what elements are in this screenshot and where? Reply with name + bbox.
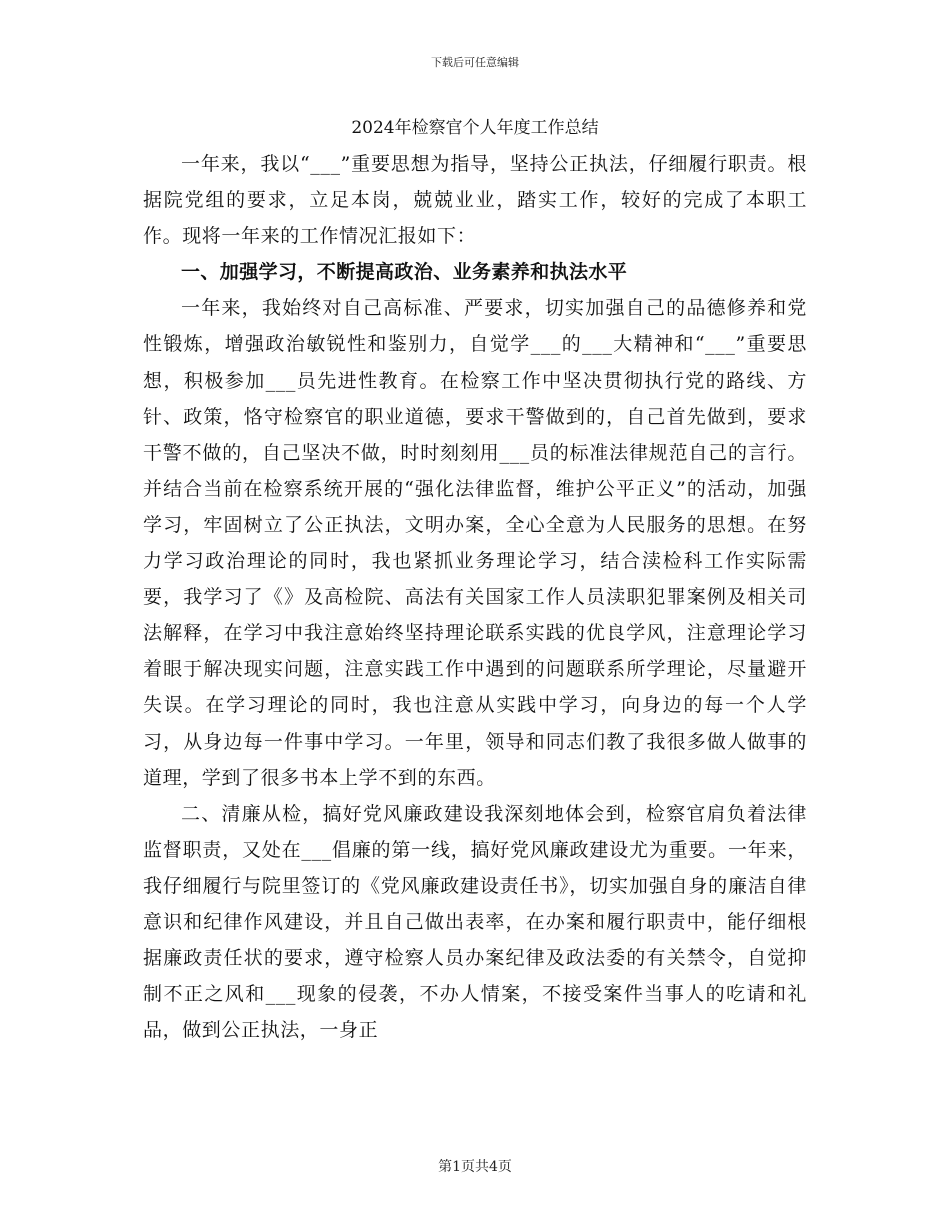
section-1-paragraph: 一年来，我始终对自己高标准、严要求，切实加强自己的品德修养和党性锻炼，增强政治敏锐性和鉴别力，自觉学___的___大精神和“___”重要思想，积极参加___员先进性教育。在检察工作中坚决贯彻执行党的路线、方针、政策，恪守检察官的职业道德，要求干警做到的，自己首先做到，要求干警不做的，自己坚决不做，时时刻刻用___员的标准法律规范自己的言行。并结合当前在检察系统开展的“强化法律监督，维护公平正义”的活动，加强学习，牢固树立了公正执法，文明办案，全心全意为人民服务的思想。在努力学习政治理论的同时，我也紧抓业务理论学习，结合渎检科工作实际需要，我学习了《》及高检院、高法有关国家工作人员渎职犯罪案例及相关司法解释，在学习中我注意始终坚持理论联系实践的优良学风，注意理论学习着眼于解决现实问题，注意实践工作中遇到的问题联系所学理论，尽量避开失误。在学习理论的同时，我也注意从实践中学习，向身边的每一个人学习，从身边每一件事中学习。一年里，领导和同志们教了我很多做人做事的道理，学到了很多书本上学不到的东西。 [143,297,807,789]
header-note: 下载后可任意编辑 [431,56,519,69]
section-heading-1: 一、加强学习，不断提高政治、业务素养和执法水平 [181,261,628,284]
intro-paragraph: 一年来，我以“___”重要思想为指导，坚持公正执法，仔细履行职责。根据院党组的要求，立足本岗，兢兢业业，踏实工作，较好的完成了本职工作。现将一年来的工作情况汇报如下： [143,153,807,248]
document-title: 2024年检察官个人年度工作总结 [351,118,599,138]
document-body [143,112,807,1048]
page-number: 第1页共4页 [438,1159,512,1175]
section-2-paragraph: 二、清廉从检，搞好党风廉政建设我深刻地体会到，检察官肩负着法律监督职责，又处在___倡廉的第一线，搞好党风廉政建设尤为重要。一年来，我仔细履行与院里签订的《党风廉政建设责任书》，切实加强自身的廉洁自律意识和纪律作风建设，并且自己做出表率，在办案和履行职责中，能仔细根据廉政责任状的要求，遵守检察人员办案纪律及政法委的有关禁令，自觉抑制不正之风和___现象的侵袭，不办人情案，不接受案件当事人的吃请和礼品，做到公正执法，一身正 [143,802,807,1042]
